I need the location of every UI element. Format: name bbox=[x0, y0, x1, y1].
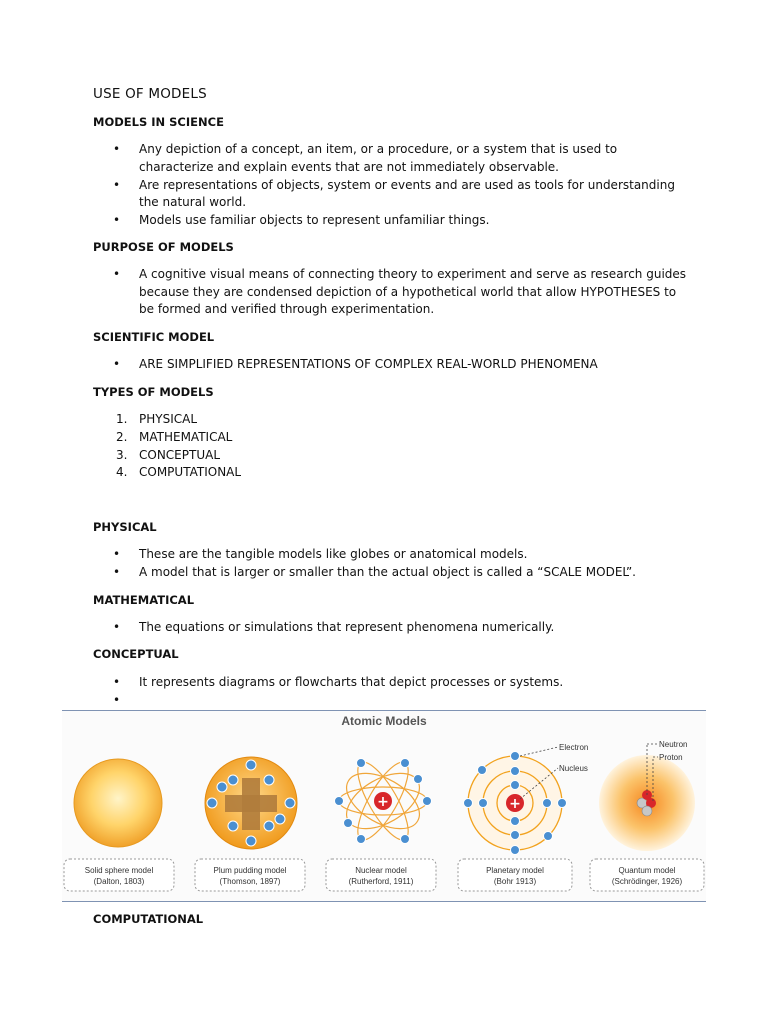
nucleus-plus-icon: + bbox=[509, 796, 521, 812]
list-item: • A cognitive visual means of connecting theory to experiment and serve as research guides because they are condensed depiction of a hypothetical world that allow HYPOTHESES to be formed and verified through experimentation. bbox=[113, 267, 687, 316]
caption-credit: (Rutherford, 1911) bbox=[348, 877, 414, 886]
list-item: 2. MATHEMATICAL bbox=[116, 429, 233, 444]
bullet-icon: • bbox=[113, 357, 121, 371]
proton-callout: Proton bbox=[659, 753, 683, 762]
scientific-model-list bbox=[93, 356, 693, 374]
mathematical-list bbox=[93, 619, 693, 637]
caption-name: Plum pudding model bbox=[213, 866, 287, 875]
figure-title: Atomic Models bbox=[341, 714, 427, 728]
list-item: 4. COMPUTATIONAL bbox=[116, 465, 242, 480]
list-item: 3. CONCEPTUAL bbox=[116, 447, 221, 462]
bullet-icon: • bbox=[113, 565, 121, 579]
bullet-icon: • bbox=[113, 267, 121, 281]
caption-credit: (Thomson, 1897) bbox=[219, 877, 281, 886]
bullet-icon: • bbox=[113, 620, 121, 634]
caption-name: Nuclear model bbox=[355, 866, 407, 875]
page-title: USE OF MODELS bbox=[93, 86, 207, 102]
list-item: 1. PHYSICAL bbox=[116, 412, 198, 426]
electron-callout: Electron bbox=[559, 743, 589, 752]
quantum-model-atom bbox=[599, 740, 695, 851]
caption-name: Quantum model bbox=[618, 866, 676, 875]
plum-pudding-atom bbox=[205, 757, 297, 849]
heading-types-of-models: TYPES OF MODELS bbox=[93, 385, 214, 399]
caption-credit: (Schrödinger, 1926) bbox=[611, 877, 683, 886]
caption-name: Solid sphere model bbox=[84, 866, 154, 875]
neutron-callout: Neutron bbox=[659, 740, 688, 749]
conceptual-list bbox=[93, 674, 693, 707]
list-item: • ARE SIMPLIFIED REPRESENTATIONS OF COMPLEX REAL-WORLD PHENOMENA bbox=[93, 356, 693, 374]
types-list bbox=[93, 411, 693, 482]
solid-sphere-atom bbox=[74, 759, 162, 847]
physical-list bbox=[93, 546, 693, 582]
heading-conceptual: CONCEPTUAL bbox=[93, 647, 179, 661]
heading-computational: COMPUTATIONAL bbox=[93, 912, 204, 926]
list-item: • Are representations of objects, system or events and are used as tools for understanding the natural world. bbox=[113, 177, 675, 209]
list-item: • Models use familiar objects to represent unfamiliar things. bbox=[93, 212, 693, 230]
heading-purpose-of-models: PURPOSE OF MODELS bbox=[93, 240, 234, 254]
heading-models-in-science: MODELS IN SCIENCE bbox=[93, 115, 224, 129]
list-item: • It represents diagrams or flowcharts that depict processes or systems. bbox=[93, 674, 693, 692]
caption-boxes bbox=[64, 859, 704, 891]
heading-mathematical: MATHEMATICAL bbox=[93, 593, 195, 607]
caption-credit: (Dalton, 1803) bbox=[93, 877, 145, 886]
bullet-icon: • bbox=[113, 693, 121, 707]
planetary-model-atom bbox=[464, 743, 589, 855]
heading-physical: PHYSICAL bbox=[93, 520, 157, 534]
caption-credit: (Bohr 1913) bbox=[493, 877, 537, 886]
nucleus-callout: Nucleus bbox=[559, 764, 588, 773]
list-item: • A model that is larger or smaller than the actual object is called a “SCALE MODEL”. bbox=[93, 564, 693, 582]
list-item: • These are the tangible models like globes or anatomical models. bbox=[93, 546, 693, 564]
models-in-science-list bbox=[93, 141, 693, 230]
caption-name: Planetary model bbox=[486, 866, 544, 875]
nucleus-plus-icon: + bbox=[377, 794, 389, 810]
heading-scientific-model: SCIENTIFIC MODEL bbox=[93, 330, 215, 344]
atomic-models-figure bbox=[62, 710, 706, 902]
bullet-icon: • bbox=[113, 547, 121, 561]
bullet-icon: • bbox=[113, 142, 121, 156]
nuclear-model-atom bbox=[335, 756, 432, 846]
bullet-icon: • bbox=[113, 675, 121, 689]
list-item: • The equations or simulations that represent phenomena numerically. bbox=[93, 619, 693, 637]
list-item: • Any depiction of a concept, an item, or a procedure, or a system that is used to characterize and explain events that are not immediately observable. bbox=[113, 142, 618, 174]
bullet-icon: • bbox=[113, 213, 121, 227]
purpose-list bbox=[93, 266, 693, 319]
bullet-icon: • bbox=[113, 177, 121, 192]
